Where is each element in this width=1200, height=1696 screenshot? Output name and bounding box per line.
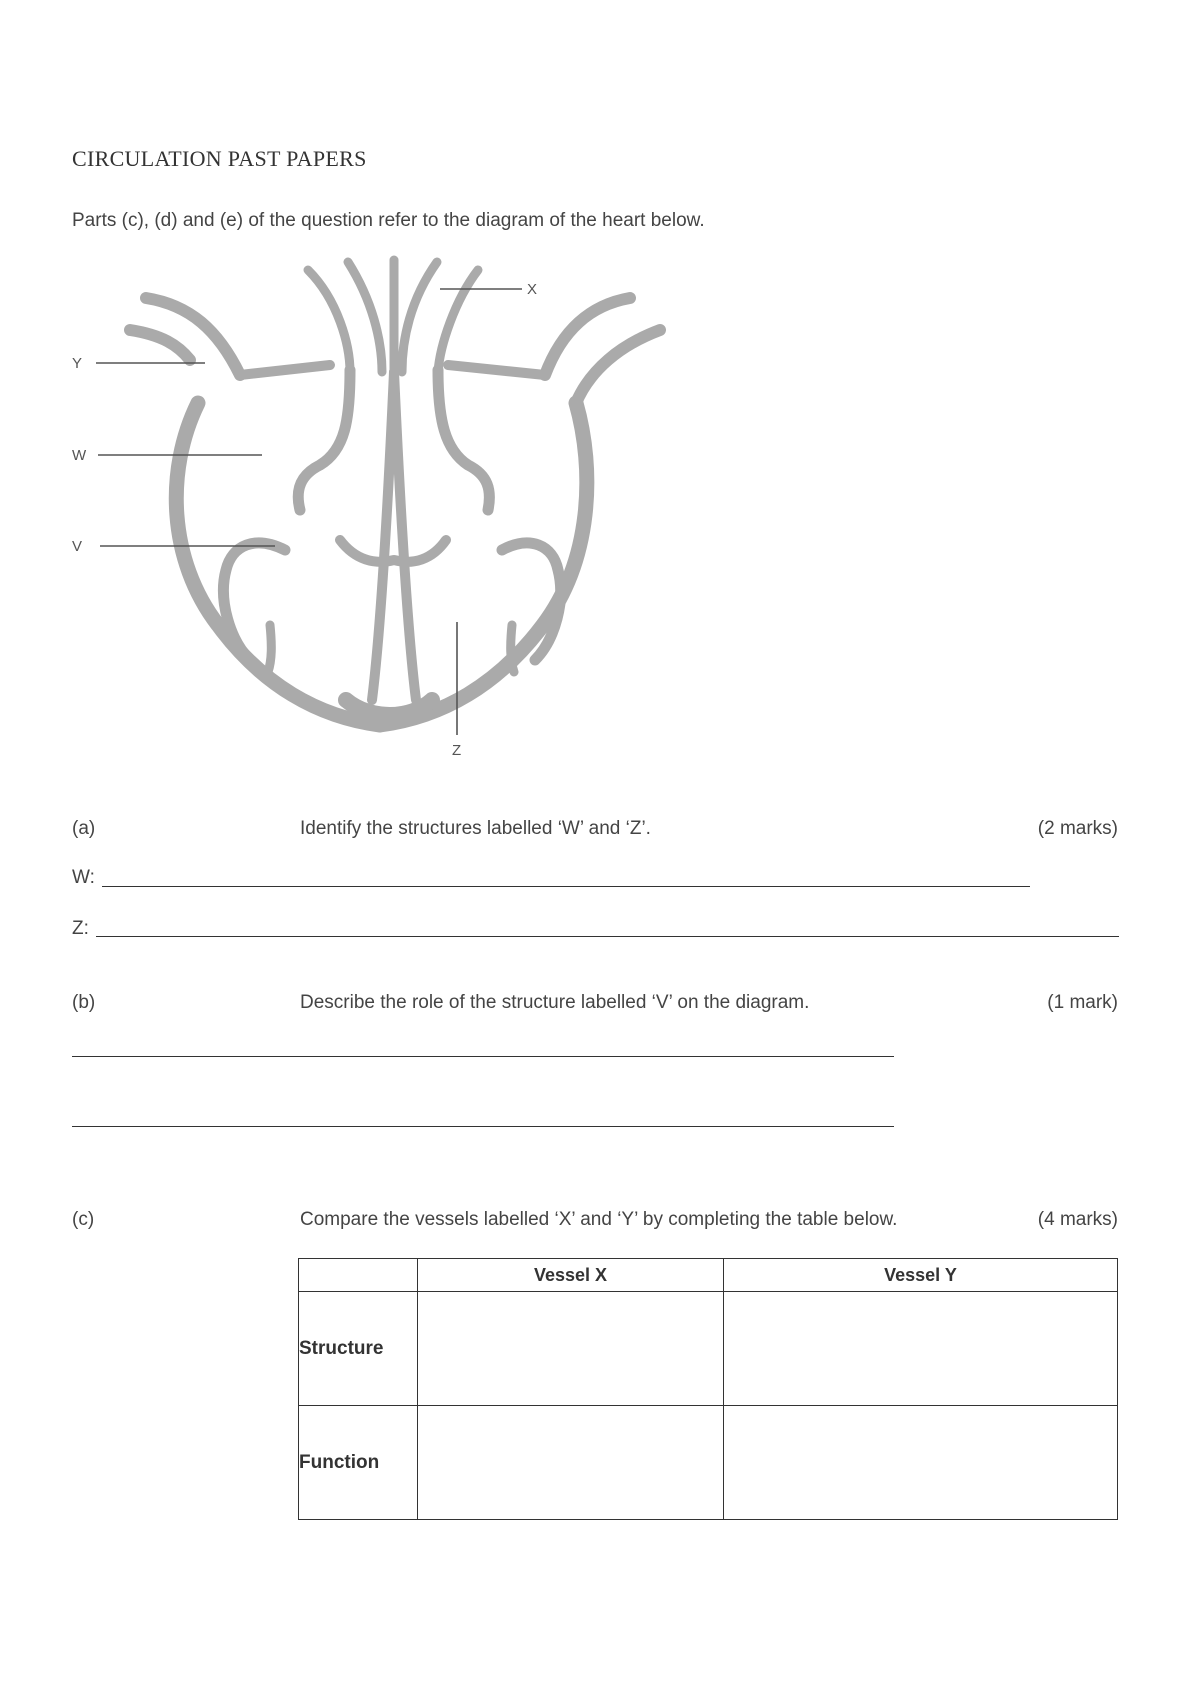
cell-structure-x[interactable] bbox=[418, 1292, 724, 1406]
answer-w-label: W: bbox=[72, 867, 95, 888]
page-title: CIRCULATION PAST PAPERS bbox=[72, 146, 367, 171]
question-b-number: (b) bbox=[72, 992, 96, 1013]
question-b-marks: (1 mark) bbox=[1047, 992, 1118, 1013]
table-header-vessel-y: Vessel Y bbox=[724, 1259, 1118, 1292]
heart-outline bbox=[130, 260, 660, 725]
answer-z-label: Z: bbox=[72, 918, 89, 939]
label-v: V bbox=[72, 538, 83, 555]
intro-text: Parts (c), (d) and (e) of the question refer to the diagram of the heart below. bbox=[72, 210, 705, 231]
heart-diagram bbox=[60, 250, 700, 760]
cell-structure-y[interactable] bbox=[724, 1292, 1118, 1406]
row-label-function: Function bbox=[299, 1406, 418, 1520]
answer-w-line[interactable] bbox=[102, 886, 1030, 887]
row-label-structure: Structure bbox=[299, 1292, 418, 1406]
question-a-text: Identify the structures labelled ‘W’ and ‘Z’. bbox=[300, 818, 651, 839]
question-c-text: Compare the vessels labelled ‘X’ and ‘Y’ by completing the table below. bbox=[300, 1209, 898, 1230]
question-a-number: (a) bbox=[72, 818, 96, 839]
question-c-number: (c) bbox=[72, 1209, 95, 1230]
cell-function-y[interactable] bbox=[724, 1406, 1118, 1520]
table-row bbox=[299, 1292, 1118, 1406]
question-a-marks: (2 marks) bbox=[1037, 818, 1118, 839]
label-y: Y bbox=[72, 355, 83, 372]
answer-b-line-2[interactable] bbox=[72, 1126, 894, 1127]
label-w: W bbox=[72, 447, 87, 464]
table-header-empty bbox=[299, 1259, 418, 1292]
answer-b-line-1[interactable] bbox=[72, 1056, 894, 1057]
label-z: Z bbox=[452, 742, 462, 759]
label-x: X bbox=[527, 281, 538, 298]
question-c-marks: (4 marks) bbox=[1037, 1209, 1118, 1230]
table-header-vessel-x: Vessel X bbox=[418, 1259, 724, 1292]
cell-function-x[interactable] bbox=[418, 1406, 724, 1520]
question-b-text: Describe the role of the structure labelled ‘V’ on the diagram. bbox=[300, 992, 810, 1013]
comparison-table bbox=[298, 1258, 1118, 1520]
table-row bbox=[299, 1406, 1118, 1520]
table-header-row bbox=[299, 1259, 1118, 1292]
answer-z-line[interactable] bbox=[96, 936, 1119, 937]
